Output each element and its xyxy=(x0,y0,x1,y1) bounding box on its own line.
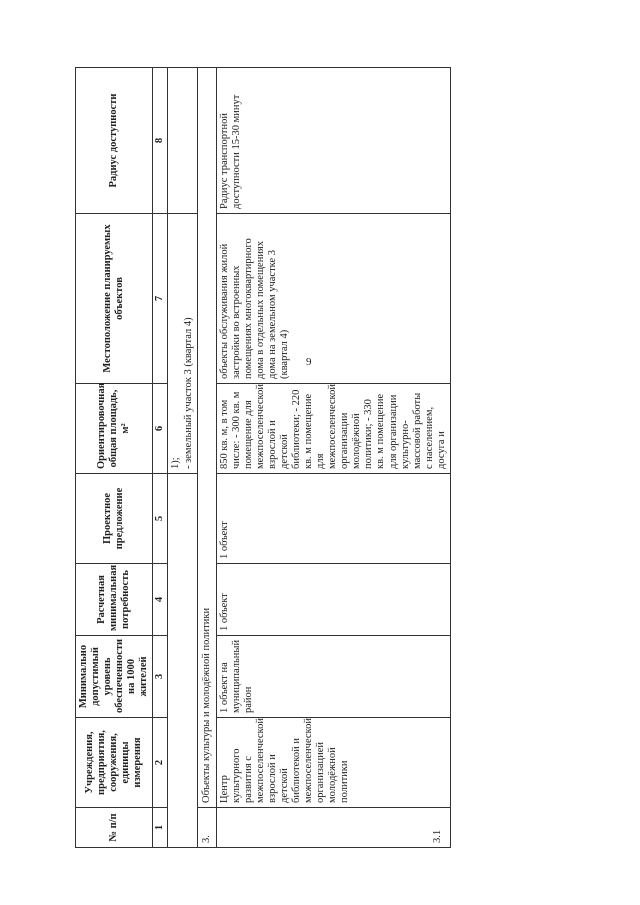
continuation-row xyxy=(168,68,197,848)
row-index-cell xyxy=(216,808,450,848)
header-cell: Минимально допустимый уровень обеспеченности на 1000 жителей xyxy=(76,636,153,718)
header-cell: Местоположение планируемых объектов xyxy=(76,214,153,384)
header-cell: Ориентировочная общая площадь, м² xyxy=(76,384,153,474)
header-cell: Проектное предложение xyxy=(76,474,153,564)
rotated-table-container xyxy=(75,68,570,848)
header-cell: Учреждения, предприятия, сооружения, единицы измерения xyxy=(76,718,153,808)
column-number: 5 xyxy=(153,474,168,564)
cell-proposal: 1 объект xyxy=(216,474,450,564)
header-cell: Радиус доступности xyxy=(76,68,153,214)
header-row xyxy=(76,68,153,848)
cell-name: Центр культурного развития с межпоселенческой взрослой и детской библиотекой и межпоселенческой организацией молодёжной политики xyxy=(216,718,450,808)
continuation-empty xyxy=(168,68,197,214)
section-number: 3. xyxy=(197,808,216,848)
column-number: 1 xyxy=(153,808,168,848)
cell-radius: Радиус транспортной доступности 15-30 минут xyxy=(216,68,450,214)
planning-table xyxy=(75,67,451,848)
section-row xyxy=(197,68,216,848)
cell-need: 1 объект xyxy=(216,564,450,636)
cell-min-level: 1 объект на муниципальный район xyxy=(216,636,450,718)
column-number: 8 xyxy=(153,68,168,214)
column-number: 3 xyxy=(153,636,168,718)
cell-location: объекты обслуживания жилой застройки во встроенных помещениях многоквартирного дома в отдельных помещениях дома на земельном участке 3 (квартал 4) xyxy=(216,214,450,384)
column-number: 4 xyxy=(153,564,168,636)
column-number: 7 xyxy=(153,214,168,384)
table-row xyxy=(216,68,450,848)
row-index: 3.1 xyxy=(431,829,443,843)
column-number-row xyxy=(153,68,168,848)
continuation-line: 1); xyxy=(170,457,182,469)
page-number: 9 xyxy=(306,356,312,368)
section-title: Объекты культуры и молодёжной политики xyxy=(197,68,216,808)
continuation-empty xyxy=(168,474,197,848)
continuation-line: - земельный участок 3 (квартал 4) xyxy=(182,317,194,469)
column-number: 2 xyxy=(153,718,168,808)
column-number: 6 xyxy=(153,384,168,474)
cell-area: 850 кв. м, в том числе: - 300 кв. м помещение для межпоселенческой взрослой и детской библиотеки; - 220 кв. м помещение для межпоселенческой организации молодёжной политики; - 330 кв. м помещение для организации культурно-массовой работы с населением, досуга и xyxy=(216,384,450,474)
header-cell: Расчетная минимальная потребность xyxy=(76,564,153,636)
continuation-cell xyxy=(168,214,197,474)
header-cell: № п/п xyxy=(76,808,153,848)
